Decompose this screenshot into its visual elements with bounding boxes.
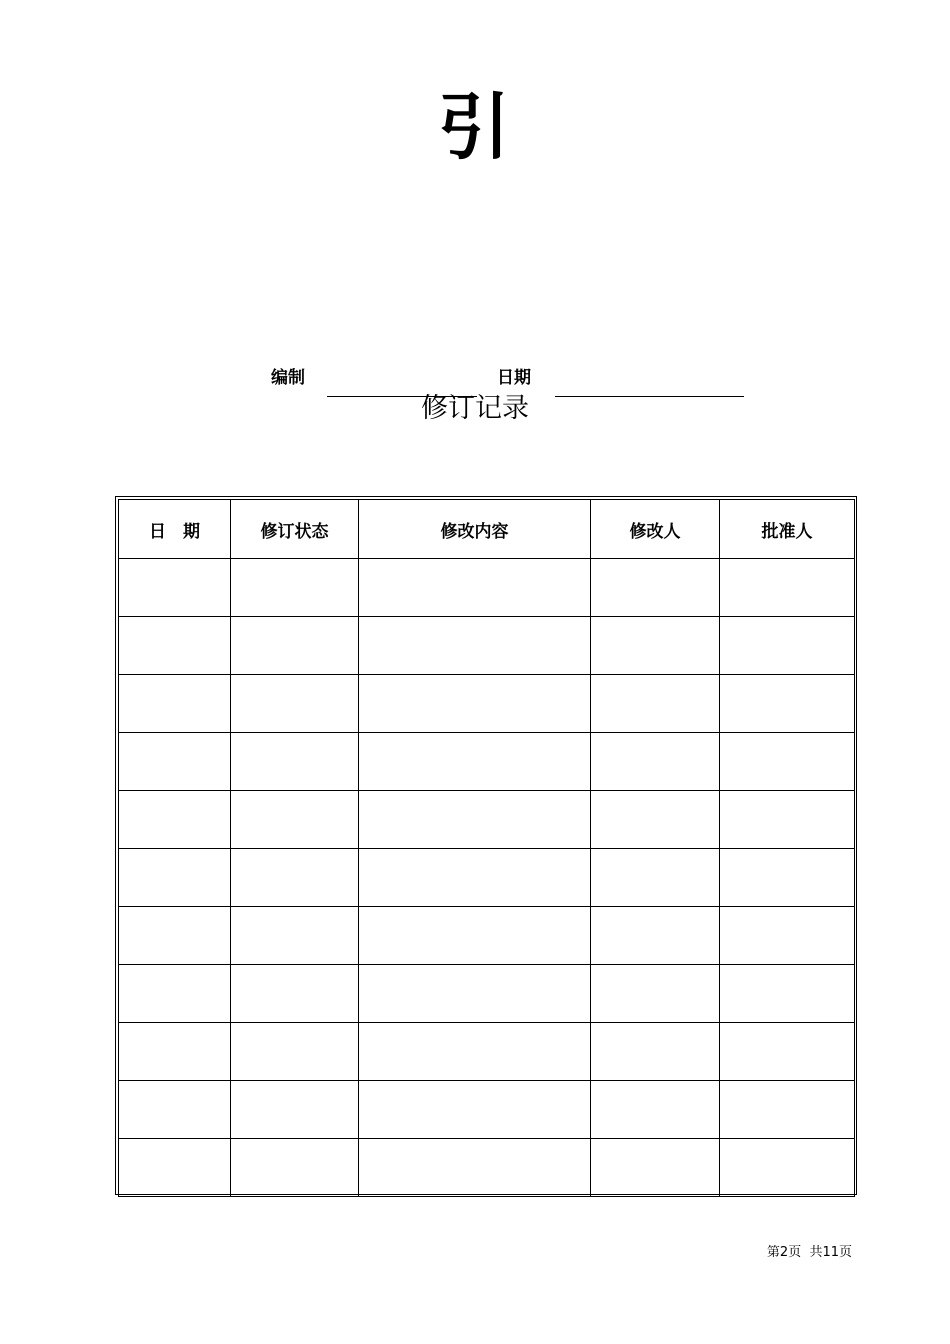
cell-revision-content [359,965,591,1023]
cell-approver [720,791,855,849]
cell-date [119,1139,231,1197]
cell-reviser [591,617,720,675]
cell-revision-status [231,791,359,849]
cell-revision-status [231,617,359,675]
cell-approver [720,559,855,617]
revision-record-title: 修订记录 [421,393,529,424]
cell-reviser [591,559,720,617]
cell-reviser [591,791,720,849]
cell-revision-status [231,849,359,907]
header-date: 日 期 [119,500,231,559]
cell-revision-content [359,791,591,849]
cell-revision-status [231,1081,359,1139]
header-approver: 批准人 [720,500,855,559]
cell-revision-status [231,1139,359,1197]
cell-date [119,559,231,617]
cell-revision-content [359,559,591,617]
cell-revision-content [359,1023,591,1081]
cell-revision-status [231,733,359,791]
cell-reviser [591,907,720,965]
table-row [119,1139,855,1197]
cell-date [119,1023,231,1081]
cell-approver [720,617,855,675]
cell-revision-status [231,907,359,965]
cell-approver [720,849,855,907]
cell-revision-content [359,907,591,965]
document-title: 引 [437,85,512,169]
table-row [119,791,855,849]
cell-reviser [591,733,720,791]
cell-revision-content [359,617,591,675]
cell-reviser [591,965,720,1023]
compiled-by-label: 编制 [271,368,305,388]
table-row [119,733,855,791]
cell-date [119,849,231,907]
cell-approver [720,1139,855,1197]
cell-approver [720,1023,855,1081]
cell-approver [720,675,855,733]
revision-table-header-row [119,500,855,559]
table-row [119,849,855,907]
cell-reviser [591,675,720,733]
cell-date [119,617,231,675]
cell-date [119,965,231,1023]
cell-date [119,1081,231,1139]
cell-date [119,907,231,965]
cell-revision-status [231,675,359,733]
header-revision-status: 修订状态 [231,500,359,559]
cell-reviser [591,1081,720,1139]
cell-date [119,733,231,791]
revision-table-frame [115,496,857,1195]
cell-date [119,675,231,733]
header-reviser: 修改人 [591,500,720,559]
cell-revision-content [359,1081,591,1139]
cell-revision-status [231,559,359,617]
cell-reviser [591,1023,720,1081]
revision-table-body [119,559,855,1197]
cell-revision-content [359,733,591,791]
cell-approver [720,733,855,791]
table-row [119,1023,855,1081]
cell-revision-content [359,1139,591,1197]
cell-revision-content [359,675,591,733]
revision-table [118,499,855,1197]
cell-revision-content [359,849,591,907]
cell-approver [720,1081,855,1139]
date-label: 日期 [497,368,531,388]
cell-revision-status [231,965,359,1023]
table-row [119,559,855,617]
table-row [119,617,855,675]
cell-date [119,791,231,849]
cell-revision-status [231,1023,359,1081]
cell-approver [720,907,855,965]
table-row [119,1081,855,1139]
cell-reviser [591,849,720,907]
table-row [119,675,855,733]
table-row [119,907,855,965]
page-number-footer: 第2页 共11页 [766,1245,852,1260]
header-revision-content: 修改内容 [359,500,591,559]
cell-reviser [591,1139,720,1197]
table-row [119,965,855,1023]
cell-approver [720,965,855,1023]
